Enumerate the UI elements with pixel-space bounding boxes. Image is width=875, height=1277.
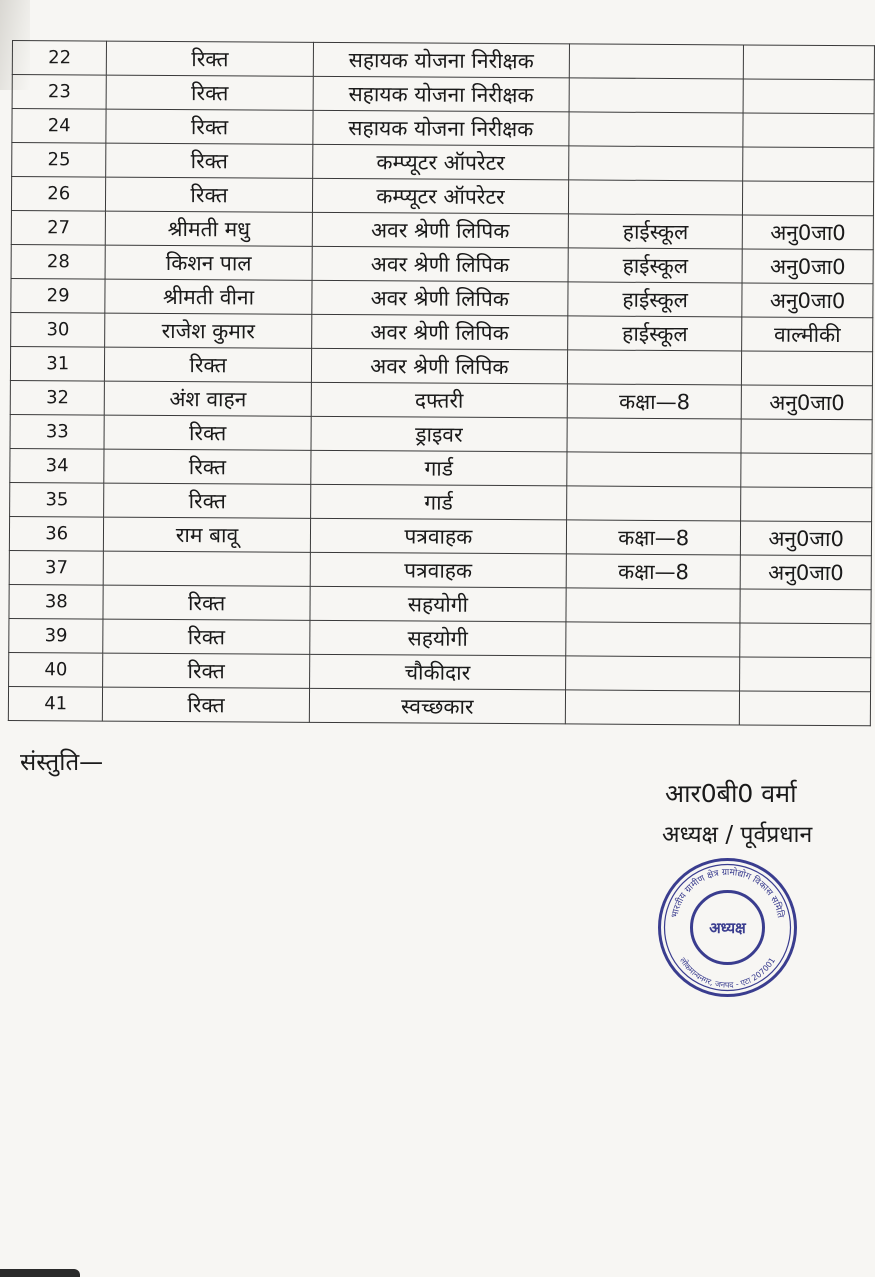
employee-name-cell: रिक्त <box>104 483 310 518</box>
table-row <box>8 686 870 725</box>
serial-number-cell: 22 <box>12 41 107 76</box>
table-row <box>11 244 873 283</box>
post-name-cell: चौकीदार <box>309 654 566 690</box>
serial-number-cell: 31 <box>10 346 105 381</box>
table-row <box>12 109 874 148</box>
post-name-cell: अवर श्रेणी लिपिक <box>312 212 569 248</box>
category-cell <box>740 589 871 624</box>
employee-name-cell: राजेश कुमार <box>105 313 311 348</box>
qualification-cell: हाईस्कूल <box>568 282 742 317</box>
serial-number-cell: 23 <box>12 75 107 110</box>
category-cell <box>742 351 873 386</box>
qualification-cell: कक्षा—8 <box>566 554 740 589</box>
category-cell: अनु0जा0 <box>742 249 873 284</box>
table-row <box>11 210 873 249</box>
post-name-cell: अवर श्रेणी लिपिक <box>311 348 568 384</box>
post-name-cell: कम्प्यूटर ऑपरेटर <box>312 178 569 214</box>
category-cell: अनु0जा0 <box>742 385 873 420</box>
seal-bottom-text: लोकमान्यनगर, जनपद - एटा 207001 <box>677 955 778 990</box>
qualification-cell <box>566 656 740 691</box>
category-cell <box>740 623 871 658</box>
category-cell <box>743 113 874 148</box>
serial-number-cell: 35 <box>10 482 105 517</box>
category-cell: अनु0जा0 <box>742 283 873 318</box>
serial-number-cell: 41 <box>8 686 103 721</box>
table-row <box>12 41 874 80</box>
category-cell <box>741 419 872 454</box>
serial-number-cell: 30 <box>11 312 106 347</box>
staff-table-body <box>8 41 874 726</box>
employee-name-cell: रिक्त <box>103 687 309 722</box>
signatory-title: अध्यक्ष / पूर्वप्रधान <box>662 822 813 848</box>
employee-name-cell <box>104 551 310 586</box>
staff-table <box>8 40 875 726</box>
post-name-cell: पत्रवाहक <box>310 552 567 588</box>
serial-number-cell: 36 <box>9 516 104 551</box>
employee-name-cell: रिक्त <box>106 143 312 178</box>
signatory-name: आर0बी0 वर्मा <box>665 779 797 808</box>
category-cell <box>741 453 872 488</box>
qualification-cell <box>565 690 739 725</box>
post-name-cell: सहायक योजना निरीक्षक <box>312 110 569 146</box>
qualification-cell <box>569 44 743 79</box>
table-row <box>9 618 871 657</box>
qualification-cell: कक्षा—8 <box>567 384 741 419</box>
employee-name-cell: रिक्त <box>103 585 309 620</box>
table-row <box>10 448 872 487</box>
table-row <box>9 652 871 691</box>
post-name-cell: सहयोगी <box>310 586 567 622</box>
qualification-cell: हाईस्कूल <box>568 248 742 283</box>
employee-name-cell: अंश वाहन <box>105 381 311 416</box>
table-row <box>10 414 872 453</box>
post-name-cell: गार्ड <box>310 450 567 486</box>
qualification-cell <box>567 486 741 521</box>
serial-number-cell: 32 <box>10 380 105 415</box>
category-cell <box>743 79 874 114</box>
employee-name-cell: रिक्त <box>107 41 313 76</box>
table-row <box>12 75 874 114</box>
post-name-cell: सहयोगी <box>309 620 566 656</box>
employee-name-cell: रिक्त <box>107 75 313 110</box>
table-row <box>9 550 871 589</box>
serial-number-cell: 40 <box>9 652 104 687</box>
post-name-cell: अवर श्रेणी लिपिक <box>312 246 569 282</box>
serial-number-cell: 39 <box>9 618 104 653</box>
post-name-cell: अवर श्रेणी लिपिक <box>311 280 568 316</box>
post-name-cell: गार्ड <box>310 484 567 520</box>
serial-number-cell: 27 <box>11 210 106 245</box>
post-name-cell: कम्प्यूटर ऑपरेटर <box>312 144 569 180</box>
qualification-cell <box>567 418 741 453</box>
qualification-cell <box>568 350 742 385</box>
category-cell: अनु0जा0 <box>743 215 874 250</box>
qualification-cell <box>566 622 740 657</box>
page-edge-mark <box>0 1269 80 1277</box>
qualification-cell: कक्षा—8 <box>566 520 740 555</box>
seal-center-text: अध्यक्ष <box>709 919 746 937</box>
employee-name-cell: श्रीमती मधु <box>106 211 312 246</box>
employee-name-cell: रिक्त <box>106 109 312 144</box>
post-name-cell: ड्राइवर <box>311 416 568 452</box>
qualification-cell <box>567 452 741 487</box>
table-row <box>11 278 873 317</box>
category-cell: वाल्मीकी <box>742 317 873 352</box>
serial-number-cell: 34 <box>10 448 105 483</box>
serial-number-cell: 38 <box>9 584 104 619</box>
table-row <box>10 346 872 385</box>
seal-top-text: भारतीय ग्रामीण क्षेत्र ग्रामोद्योग विकास समिति <box>670 867 785 919</box>
qualification-cell <box>569 78 743 113</box>
recommendation-label: संस्तुति— <box>20 748 104 776</box>
serial-number-cell: 28 <box>11 244 106 279</box>
qualification-cell: हाईस्कूल <box>568 316 742 351</box>
category-cell <box>741 487 872 522</box>
table-row <box>11 177 873 216</box>
qualification-cell <box>569 180 743 215</box>
serial-number-cell: 37 <box>9 550 104 585</box>
official-seal <box>655 855 800 1000</box>
serial-number-cell: 24 <box>12 109 107 144</box>
category-cell <box>743 147 874 182</box>
table-row <box>9 584 871 623</box>
qualification-cell <box>569 112 743 147</box>
table-row <box>10 380 872 419</box>
post-name-cell: दफ्तरी <box>311 382 568 418</box>
category-cell: अनु0जा0 <box>741 521 872 556</box>
category-cell <box>743 181 874 216</box>
employee-name-cell: रिक्त <box>104 449 310 484</box>
employee-name-cell: रिक्त <box>104 415 310 450</box>
table-row <box>12 143 874 182</box>
table-row <box>9 516 871 555</box>
employee-name-cell: रिक्त <box>105 347 311 382</box>
table-row <box>11 312 873 351</box>
post-name-cell: सहायक योजना निरीक्षक <box>313 42 570 78</box>
serial-number-cell: 25 <box>12 143 107 178</box>
serial-number-cell: 26 <box>11 177 106 212</box>
post-name-cell: सहायक योजना निरीक्षक <box>313 76 570 112</box>
category-cell <box>740 691 871 726</box>
category-cell <box>744 45 875 80</box>
table-row <box>10 482 872 521</box>
employee-name-cell: रिक्त <box>103 619 309 654</box>
category-cell: अनु0जा0 <box>741 555 872 590</box>
qualification-cell <box>569 146 743 181</box>
qualification-cell <box>566 588 740 623</box>
qualification-cell: हाईस्कूल <box>568 214 742 249</box>
employee-name-cell: श्रीमती वीना <box>105 279 311 314</box>
serial-number-cell: 29 <box>11 278 106 313</box>
employee-name-cell: रिक्त <box>106 177 312 212</box>
serial-number-cell: 33 <box>10 414 105 449</box>
post-name-cell: स्वच्छकार <box>309 688 566 724</box>
post-name-cell: पत्रवाहक <box>310 518 567 554</box>
post-name-cell: अवर श्रेणी लिपिक <box>311 314 568 350</box>
employee-name-cell: राम बावू <box>104 517 310 552</box>
employee-name-cell: किशन पाल <box>106 245 312 280</box>
employee-name-cell: रिक्त <box>103 653 309 688</box>
category-cell <box>740 657 871 692</box>
